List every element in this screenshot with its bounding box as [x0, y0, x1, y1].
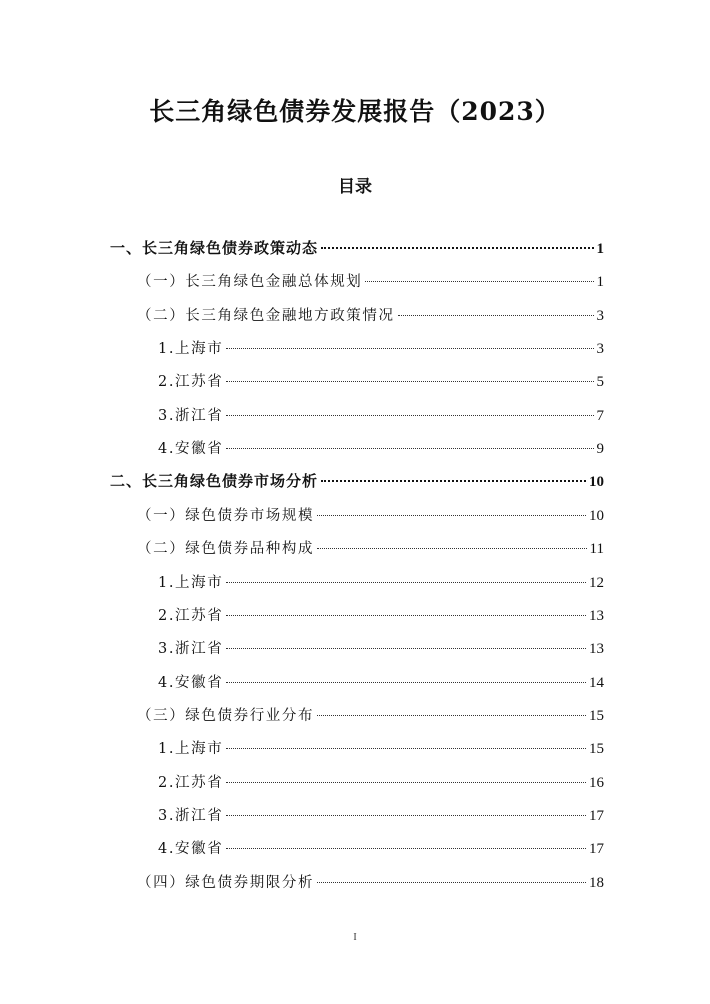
toc-entry-page: 10 [589, 474, 604, 490]
toc-entry[interactable] [158, 737, 604, 761]
toc-entry-page: 13 [589, 608, 604, 624]
toc-entry-label: 2.江苏省 [158, 775, 224, 791]
toc-entry-label: 2.江苏省 [158, 374, 224, 390]
toc-entry[interactable] [137, 504, 604, 528]
toc-entry-label: 4.安徽省 [158, 841, 224, 857]
toc-entry-page: 9 [596, 441, 604, 457]
dot-leader [317, 715, 586, 716]
dot-leader [398, 315, 594, 316]
toc-entry-label: （一）长三角绿色金融总体规划 [137, 274, 363, 290]
toc-entry[interactable] [158, 370, 604, 394]
dot-leader [226, 682, 586, 683]
toc-entry-page: 17 [589, 808, 604, 824]
toc-entry[interactable] [158, 837, 604, 861]
toc-entry[interactable] [137, 704, 604, 728]
toc-entry-label: 4.安徽省 [158, 675, 224, 691]
toc-entry[interactable] [158, 637, 604, 661]
toc-entry[interactable] [137, 537, 604, 561]
dot-leader [226, 748, 586, 749]
toc-entry-label: 1.上海市 [158, 341, 224, 357]
toc-entry[interactable] [137, 871, 604, 895]
toc-entry[interactable] [158, 771, 604, 795]
toc-entry[interactable] [158, 571, 604, 595]
toc-entry-page: 1 [596, 241, 604, 257]
toc-entry-label: 3.浙江省 [158, 808, 224, 824]
toc-entry-label: （四）绿色债券期限分析 [137, 875, 315, 891]
toc-entry-label: 4.安徽省 [158, 441, 224, 457]
document-title: 长三角绿色债券发展报告（2023） [149, 97, 561, 126]
toc-entry-label: 1.上海市 [158, 575, 224, 591]
toc-entry-page: 17 [589, 841, 604, 857]
toc-entry[interactable] [137, 304, 604, 328]
dot-leader [226, 348, 593, 349]
dot-leader [226, 582, 586, 583]
dot-leader [226, 648, 586, 649]
dot-leader [321, 247, 593, 249]
toc-entry-page: 1 [596, 274, 604, 290]
toc-entry-label: 3.浙江省 [158, 641, 224, 657]
toc-entry[interactable] [158, 404, 604, 428]
toc-entry-label: 二、长三角绿色债券市场分析 [110, 472, 319, 490]
dot-leader [321, 480, 586, 482]
dot-leader [317, 548, 586, 549]
toc-entry-page: 10 [589, 508, 604, 524]
toc-entry[interactable] [158, 337, 604, 361]
toc-entry[interactable] [110, 237, 604, 261]
toc-entry[interactable] [158, 804, 604, 828]
toc-entry[interactable] [158, 604, 604, 628]
toc-entry-label: 一、长三角绿色债券政策动态 [110, 239, 319, 257]
dot-leader [226, 448, 593, 449]
toc-entry[interactable] [137, 270, 604, 294]
toc-entry-page: 7 [596, 408, 604, 424]
toc-entry-page: 13 [589, 641, 604, 657]
toc-entry-page: 3 [596, 341, 604, 357]
toc-entry[interactable] [110, 470, 604, 494]
dot-leader [317, 515, 586, 516]
toc-entry-label: （二）长三角绿色金融地方政策情况 [137, 308, 395, 324]
dot-leader [317, 882, 586, 883]
toc-entry-page: 12 [589, 575, 604, 591]
toc-entry-page: 14 [589, 675, 604, 691]
toc-entry-page: 16 [589, 775, 604, 791]
page-number: I [353, 932, 357, 943]
dot-leader [226, 615, 586, 616]
toc-entry-label: （一）绿色债券市场规模 [137, 508, 315, 524]
dot-leader [226, 782, 586, 783]
toc-entry-label: 2.江苏省 [158, 608, 224, 624]
toc-entry-label: （三）绿色债券行业分布 [137, 708, 315, 724]
dot-leader [226, 415, 593, 416]
toc-entry[interactable] [158, 671, 604, 695]
toc-entry-label: 3.浙江省 [158, 408, 224, 424]
toc-entry-label: 1.上海市 [158, 741, 224, 757]
toc-entry-page: 11 [589, 541, 604, 557]
toc-entry-page: 15 [589, 741, 604, 757]
dot-leader [226, 848, 586, 849]
dot-leader [226, 815, 586, 816]
toc-entry-page: 15 [589, 708, 604, 724]
dot-leader [365, 281, 593, 282]
toc-heading: 目录 [338, 177, 372, 197]
dot-leader [226, 381, 593, 382]
toc-entry-label: （二）绿色债券品种构成 [137, 541, 315, 557]
toc-entry-page: 5 [596, 374, 604, 390]
toc-entry-page: 3 [596, 308, 604, 324]
toc-entry[interactable] [158, 437, 604, 461]
toc-entry-page: 18 [589, 875, 604, 891]
